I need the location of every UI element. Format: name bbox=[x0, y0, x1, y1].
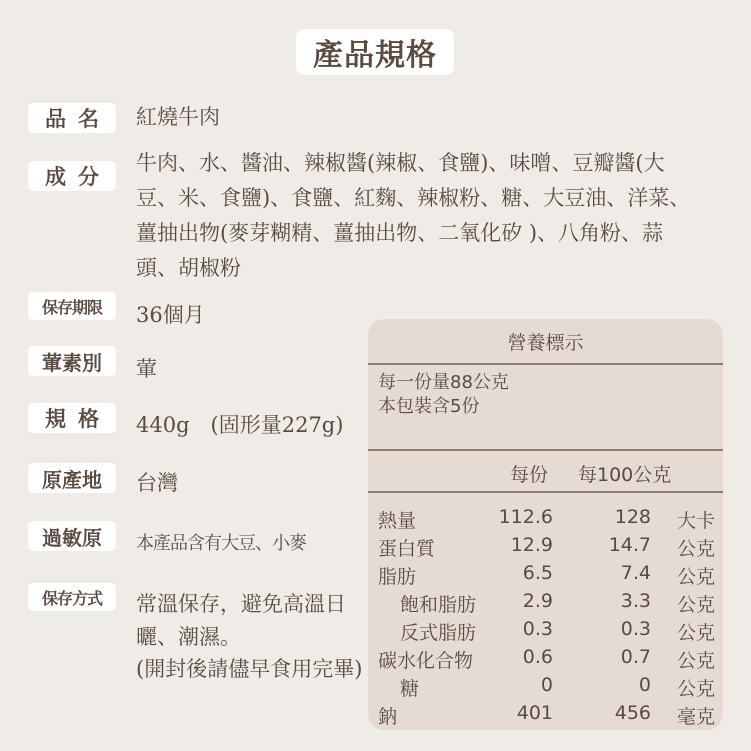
name-label: 品名 bbox=[28, 103, 116, 133]
nutrient-row bbox=[368, 589, 723, 618]
nutrient-row bbox=[368, 533, 723, 562]
nutrient-row bbox=[368, 701, 723, 730]
nutrient-name: 反式脂肪 bbox=[400, 622, 477, 644]
nutrient-per-100g: 14.7 bbox=[608, 534, 651, 556]
size-label: 規格 bbox=[28, 403, 116, 433]
nutrient-unit: 公克 bbox=[676, 538, 715, 560]
nutrient-name: 脂肪 bbox=[378, 566, 417, 588]
origin-value: 台灣 bbox=[136, 471, 178, 495]
nutrient-name: 飽和脂肪 bbox=[400, 594, 477, 616]
nutrient-unit: 公克 bbox=[676, 566, 715, 588]
col-per-serving: 每份 bbox=[510, 464, 549, 486]
nutrient-unit: 大卡 bbox=[676, 510, 715, 532]
nutrient-name: 碳水化合物 bbox=[378, 650, 474, 672]
allergen-label: 過敏原 bbox=[28, 521, 116, 551]
storage-value-line-1: 常溫保存，避免高溫日 bbox=[136, 592, 346, 616]
serving-size: 每一份量88公克 bbox=[378, 372, 509, 393]
nutrient-per-100g: 7.4 bbox=[620, 562, 651, 584]
servings-per-pack: 本包裝含5份 bbox=[378, 396, 480, 417]
nutrient-per-serving: 112.6 bbox=[498, 506, 553, 528]
nutrient-unit: 毫克 bbox=[676, 706, 715, 728]
origin-label: 原產地 bbox=[28, 463, 116, 493]
nutrient-row bbox=[368, 617, 723, 646]
shelf-life-value: 36個月 bbox=[136, 303, 205, 327]
diet-type-label: 葷素別 bbox=[28, 346, 116, 376]
storage-label: 保存方式 bbox=[28, 583, 116, 611]
nutrient-row bbox=[368, 505, 723, 534]
nutrient-per-100g: 0.7 bbox=[620, 646, 651, 668]
nutrient-per-serving: 12.9 bbox=[510, 534, 553, 556]
nutrition-title: 營養標示 bbox=[368, 319, 723, 365]
nutrient-per-serving: 401 bbox=[516, 702, 553, 724]
nutrient-per-100g: 128 bbox=[614, 506, 651, 528]
nutrient-name: 蛋白質 bbox=[378, 538, 436, 560]
nutrition-facts-panel bbox=[368, 319, 723, 730]
col-per-100g: 每100公克 bbox=[578, 464, 672, 486]
nutrient-per-100g: 3.3 bbox=[620, 590, 651, 612]
nutrient-per-100g: 0 bbox=[638, 674, 651, 696]
storage-value-line-3: (開封後請儘早食用完畢) bbox=[136, 657, 363, 681]
nutrient-per-serving: 0.3 bbox=[522, 618, 553, 640]
allergen-value: 本產品含有大豆、小麥 bbox=[136, 533, 306, 554]
page-title: 產品規格 bbox=[296, 29, 454, 75]
nutrient-per-serving: 0 bbox=[540, 674, 553, 696]
nutrient-unit: 公克 bbox=[676, 678, 715, 700]
nutrient-unit: 公克 bbox=[676, 650, 715, 672]
nutrient-per-serving: 6.5 bbox=[522, 562, 553, 584]
nutrient-name: 鈉 bbox=[378, 706, 398, 728]
name-value: 紅燒牛肉 bbox=[136, 105, 220, 129]
storage-value-line-2: 曬、潮濕。 bbox=[136, 625, 241, 649]
nutrient-per-100g: 456 bbox=[614, 702, 651, 724]
nutrient-unit: 公克 bbox=[676, 622, 715, 644]
nutrient-row bbox=[368, 645, 723, 674]
diet-type-value: 葷 bbox=[136, 357, 157, 381]
nutrition-column-header bbox=[368, 451, 723, 493]
nutrient-per-100g: 0.3 bbox=[620, 618, 651, 640]
shelf-life-label: 保存期限 bbox=[28, 292, 116, 320]
serving-info bbox=[368, 365, 723, 451]
size-value: 440g (固形量227g) bbox=[136, 413, 344, 437]
nutrient-per-serving: 0.6 bbox=[522, 646, 553, 668]
nutrient-per-serving: 2.9 bbox=[522, 590, 553, 612]
nutrient-unit: 公克 bbox=[676, 594, 715, 616]
nutrient-row bbox=[368, 561, 723, 590]
nutrient-row bbox=[368, 673, 723, 702]
ingredients-value: 牛肉、水、醬油、辣椒醬(辣椒、食鹽)、味噌、豆瓣醬(大豆、米、食鹽)、食鹽、紅麴、辣椒粉、糖、大豆油、洋菜、薑抽出物(麥芽糊精、薑抽出物、二氧化矽 )、八角粉、蒜頭、胡椒粉 bbox=[136, 151, 691, 280]
ingredients-label: 成分 bbox=[28, 161, 116, 191]
nutrient-name: 糖 bbox=[400, 678, 420, 700]
nutrition-rows bbox=[368, 493, 723, 730]
nutrient-name: 熱量 bbox=[378, 510, 417, 532]
